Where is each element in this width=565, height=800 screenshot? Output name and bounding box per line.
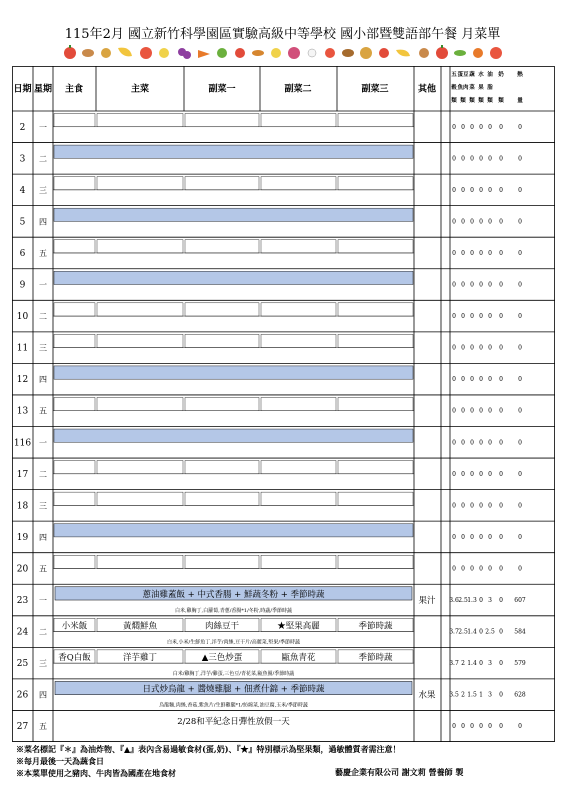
nutrition-value: 0 xyxy=(461,218,465,226)
dish-box xyxy=(185,334,259,347)
dish-box xyxy=(54,177,95,190)
row-date: 17 xyxy=(16,469,29,480)
nutrition-value: 0 xyxy=(452,281,456,289)
dish-box xyxy=(338,114,413,127)
nutrition-value: 1 xyxy=(479,691,483,699)
holiday-note: 2/28和平紀念日彈性放假一天 xyxy=(177,717,290,728)
food-decoration xyxy=(60,42,510,62)
nutrition-value: 0 xyxy=(518,407,522,415)
row-weekday: 三 xyxy=(39,501,47,511)
dish-box xyxy=(97,397,183,410)
row-date: 3 xyxy=(19,154,26,165)
holiday-band xyxy=(54,524,413,537)
dish-box xyxy=(97,240,183,253)
dish-box xyxy=(97,334,183,347)
header-nutrition-3-2: 類 xyxy=(478,98,484,104)
header-nutrition-6-1: 量 xyxy=(517,98,523,104)
nutrition-value: 0 xyxy=(452,439,456,447)
dish-box xyxy=(261,240,336,253)
nutrition-value: 0 xyxy=(461,533,465,541)
nutrition-value: 2.5 xyxy=(458,597,468,605)
row-weekday: 三 xyxy=(39,659,47,669)
dish-box xyxy=(97,555,183,568)
other-item: 水果 xyxy=(418,690,436,701)
nutrition-value: 0 xyxy=(488,723,492,731)
row-date: 6 xyxy=(19,248,26,259)
dish-box xyxy=(97,303,183,316)
nutrition-value: 0 xyxy=(499,313,503,321)
nutrition-value: 0 xyxy=(461,281,465,289)
header-nutrition-2-0: 蔬 xyxy=(469,72,475,78)
dish-box xyxy=(338,303,413,316)
header-side2: 副菜二 xyxy=(284,84,312,95)
nutrition-value: 0 xyxy=(488,186,492,194)
row-date: 5 xyxy=(19,217,26,228)
nutrition-value: 0 xyxy=(479,470,483,478)
row-weekday: 五 xyxy=(39,248,47,258)
nutrition-value: 579 xyxy=(514,660,526,668)
dish-name: ▲三色炒蛋 xyxy=(201,653,243,664)
nutrition-value: 0 xyxy=(488,565,492,573)
nutrition-value: 0 xyxy=(461,470,465,478)
nutrition-value: 0 xyxy=(488,281,492,289)
nutrition-value: 0 xyxy=(488,155,492,163)
nutrition-value: 0 xyxy=(479,407,483,415)
nutrition-value: 0 xyxy=(518,155,522,163)
nutrition-value: 1.3 xyxy=(467,597,477,605)
header-nutrition-5-1: 類 xyxy=(498,98,504,104)
nutrition-value: 0 xyxy=(470,723,474,731)
row-weekday: 一 xyxy=(39,280,47,290)
ingredient-list: 白米/雞胸丁,洋芋/雞蛋,三色豆/青花菜,甌魚圈/季節時蔬 xyxy=(172,670,295,677)
dish-box xyxy=(97,492,183,505)
nutrition-value: 0 xyxy=(499,597,503,605)
nutrition-value: 3.7 xyxy=(449,660,459,668)
nutrition-value: 0 xyxy=(479,281,483,289)
dish-name: 季節時蔬 xyxy=(358,653,393,664)
header-nutrition-4-1: 脂 xyxy=(487,85,493,91)
nutrition-value: 0 xyxy=(518,281,522,289)
row-weekday: 四 xyxy=(39,532,47,542)
other-item: 果汁 xyxy=(418,596,436,607)
row-date: 23 xyxy=(16,596,29,607)
nutrition-value: 0 xyxy=(479,313,483,321)
row-date: 13 xyxy=(16,406,29,417)
nutrition-value: 0 xyxy=(518,313,522,321)
row-date: 26 xyxy=(16,690,29,701)
dish-box xyxy=(185,114,259,127)
row-date: 9 xyxy=(19,280,26,291)
header-nutrition-3-0: 水 xyxy=(478,72,484,78)
dish-box xyxy=(185,555,259,568)
ingredient-list: 烏龍麵,肉絲,香菇,紫魚片/生鮮雞腿*1/紡綿菜,油豆腐,玉米/季節時蔬 xyxy=(159,702,308,709)
header-date: 日期 xyxy=(13,84,32,95)
dish-name: 洋芋雞丁 xyxy=(122,653,158,664)
nutrition-value: 0 xyxy=(479,218,483,226)
nutrition-value: 0 xyxy=(452,123,456,131)
dish-box xyxy=(338,555,413,568)
nutrition-value: 0 xyxy=(461,123,465,131)
dish-name: 肉絲豆干 xyxy=(204,621,240,632)
nutrition-value: 0 xyxy=(488,533,492,541)
dish-name: 小米飯 xyxy=(61,621,88,632)
nutrition-value: 3 xyxy=(488,691,492,699)
header-main: 主菜 xyxy=(130,84,150,95)
nutrition-value: 1.4 xyxy=(467,660,477,668)
nutrition-value: 0 xyxy=(488,376,492,384)
nutrition-value: 0 xyxy=(470,439,474,447)
nutrition-value: 0 xyxy=(461,313,465,321)
nutrition-value: 0 xyxy=(499,533,503,541)
holiday-band xyxy=(54,208,413,221)
nutrition-value: 0 xyxy=(488,218,492,226)
dish-box xyxy=(54,555,95,568)
nutrition-value: 584 xyxy=(514,628,526,636)
nutrition-value: 0 xyxy=(479,123,483,131)
nutrition-value: 0 xyxy=(499,186,503,194)
nutrition-value: 0 xyxy=(518,376,522,384)
row-date: 10 xyxy=(16,312,29,323)
notes xyxy=(16,743,546,779)
nutrition-value: 0 xyxy=(488,313,492,321)
nutrition-value: 0 xyxy=(499,628,503,636)
nutrition-value: 0 xyxy=(461,565,465,573)
nutrition-value: 0 xyxy=(470,123,474,131)
nutrition-value: 0 xyxy=(479,155,483,163)
nutrition-value: 0 xyxy=(479,249,483,257)
nutrition-value: 0 xyxy=(452,723,456,731)
nutrition-value: 0 xyxy=(479,660,483,668)
nutrition-value: 0 xyxy=(488,502,492,510)
dish-box xyxy=(261,177,336,190)
dish-name: 黃燜鮮魚 xyxy=(122,621,158,632)
nutrition-value: 0 xyxy=(470,281,474,289)
nutrition-value: 0 xyxy=(488,439,492,447)
row-weekday: 一 xyxy=(39,596,47,606)
nutrition-value: 0 xyxy=(452,313,456,321)
dish-name: 甌魚青花 xyxy=(281,653,316,664)
nutrition-value: 0 xyxy=(499,155,503,163)
dish-box xyxy=(338,492,413,505)
row-weekday: 五 xyxy=(39,722,47,732)
nutrition-value: 0 xyxy=(452,344,456,352)
dish-box xyxy=(54,334,95,347)
row-date: 18 xyxy=(16,501,29,512)
nutrition-value: 0 xyxy=(479,186,483,194)
nutrition-value: 0 xyxy=(479,628,483,636)
nutrition-value: 0 xyxy=(499,123,503,131)
nutrition-value: 0 xyxy=(518,249,522,257)
nutrition-value: 0 xyxy=(499,407,503,415)
nutrition-value: 0 xyxy=(518,565,522,573)
nutrition-value: 0 xyxy=(518,723,522,731)
nutrition-value: 0 xyxy=(518,533,522,541)
nutrition-value: 0 xyxy=(452,533,456,541)
nutrition-value: 0 xyxy=(461,502,465,510)
dish-box xyxy=(338,177,413,190)
holiday-band xyxy=(54,145,413,158)
nutrition-value: 0 xyxy=(499,344,503,352)
header-nutrition-6-0: 熱 xyxy=(517,72,523,78)
header-nutrition-3-1: 果 xyxy=(478,85,484,91)
nutrition-value: 0 xyxy=(470,249,474,257)
nutrition-value: 2.5 xyxy=(458,628,468,636)
ingredient-list: 白米,小米/生鮮魚丁,洋芋/肉絲,豆干片/高麗菜,堅果/季節時蔬 xyxy=(166,639,301,646)
header-weekday: 星期 xyxy=(33,84,53,95)
dish-box xyxy=(185,397,259,410)
nutrition-value: 0 xyxy=(488,344,492,352)
dish-box xyxy=(185,177,259,190)
nutrition-value: 0 xyxy=(461,407,465,415)
nutrition-value: 3.7 xyxy=(449,628,459,636)
row-weekday: 四 xyxy=(39,690,47,700)
nutrition-value: 0 xyxy=(479,376,483,384)
nutrition-value: 0 xyxy=(499,691,503,699)
fruit-icon-row xyxy=(64,45,502,59)
nutrition-value: 0 xyxy=(461,249,465,257)
dish-box xyxy=(338,397,413,410)
dish-box xyxy=(261,555,336,568)
ingredient-list: 白米,雞胸丁,白蘿蔔,青蔥/香腸*1/冬粉,時蔬/季節時蔬 xyxy=(174,607,293,614)
nutrition-value: 0 xyxy=(470,407,474,415)
dish-name: 季節時蔬 xyxy=(358,621,393,632)
dish-box xyxy=(185,303,259,316)
header-side1: 副菜一 xyxy=(208,84,236,95)
nutrition-value: 0 xyxy=(499,470,503,478)
row-weekday: 三 xyxy=(39,185,47,195)
nutrition-value: 0 xyxy=(499,249,503,257)
dish-box xyxy=(97,461,183,474)
nutrition-value: 0 xyxy=(452,218,456,226)
dish-box xyxy=(261,461,336,474)
row-date: 116 xyxy=(13,438,32,449)
dish-box xyxy=(261,397,336,410)
row-weekday: 二 xyxy=(39,627,47,637)
nutrition-value: 0 xyxy=(479,344,483,352)
row-weekday: 三 xyxy=(39,343,47,353)
nutrition-value: 0 xyxy=(470,376,474,384)
row-weekday: 四 xyxy=(39,375,47,385)
nutrition-value: 628 xyxy=(514,691,526,699)
nutrition-value: 1.5 xyxy=(467,691,477,699)
dish-box xyxy=(54,240,95,253)
nutrition-value: 0 xyxy=(452,407,456,415)
nutrition-value: 0 xyxy=(518,186,522,194)
header-nutrition-0-1: 穀 xyxy=(451,85,457,91)
row-weekday: 五 xyxy=(39,564,47,574)
nutrition-value: 0 xyxy=(499,502,503,510)
nutrition-value: 0 xyxy=(470,218,474,226)
nutrition-value: 0 xyxy=(479,597,483,605)
row-date: 11 xyxy=(16,343,29,354)
dish-name-nut: ★堅果高麗 xyxy=(277,621,320,632)
row-weekday: 二 xyxy=(39,154,47,164)
header-nutrition-1-1: 魚肉 xyxy=(457,85,469,91)
row-weekday: 四 xyxy=(39,217,47,227)
nutrition-value: 0 xyxy=(499,723,503,731)
nutrition-value: 0 xyxy=(518,218,522,226)
row-date: 24 xyxy=(16,627,29,638)
nutrition-value: 0 xyxy=(452,155,456,163)
nutrition-value: 0 xyxy=(470,533,474,541)
row-weekday: 一 xyxy=(39,438,47,448)
row-date: 12 xyxy=(16,375,29,386)
dish-box xyxy=(54,492,95,505)
menu-title: 115年2月 國立新竹科學園區實驗高級中等學校 國小部暨雙語部午餐 月菜單 xyxy=(64,27,501,42)
header-nutrition-1-0: 蛋豆 xyxy=(457,72,469,78)
nutrition-value: 1.4 xyxy=(467,628,477,636)
dish-box xyxy=(185,240,259,253)
dish-box xyxy=(97,177,183,190)
nutrition-value: 0 xyxy=(452,470,456,478)
nutrition-value: 0 xyxy=(470,186,474,194)
nutrition-value: 3 xyxy=(488,597,492,605)
dish-box xyxy=(97,114,183,127)
dish-box xyxy=(54,397,95,410)
nutrition-value: 0 xyxy=(470,470,474,478)
nutrition-value: 0 xyxy=(452,376,456,384)
dish-box xyxy=(54,114,95,127)
nutrition-value: 0 xyxy=(470,502,474,510)
dish-box xyxy=(54,303,95,316)
nutrition-value: 0 xyxy=(518,344,522,352)
header-nutrition-1-2: 類 xyxy=(460,98,466,104)
nutrition-value: 0 xyxy=(499,376,503,384)
nutrition-value: 0 xyxy=(461,344,465,352)
nutrition-value: 0 xyxy=(470,155,474,163)
nutrition-value: 0 xyxy=(461,723,465,731)
header-nutrition-0-2: 類 xyxy=(451,98,457,104)
signature: 藝慶企業有限公司 謝文莉 營養師 製 xyxy=(335,767,464,777)
note-local-meat: ※本菜單使用之豬肉、牛肉皆為國產在地食材 xyxy=(16,768,176,778)
nutrition-value: 2 xyxy=(461,660,465,668)
nutrition-value: 0 xyxy=(479,502,483,510)
dish-box xyxy=(338,334,413,347)
dish-box xyxy=(185,461,259,474)
nutrition-value: 0 xyxy=(499,281,503,289)
row-date: 27 xyxy=(16,722,29,733)
nutrition-value: 0 xyxy=(461,155,465,163)
nutrition-value: 0 xyxy=(461,376,465,384)
row-date: 2 xyxy=(19,122,26,133)
dish-box xyxy=(338,240,413,253)
nutrition-value: 0 xyxy=(488,407,492,415)
row-weekday: 二 xyxy=(39,312,47,322)
row-date: 20 xyxy=(16,564,29,575)
row-date: 25 xyxy=(16,659,29,670)
nutrition-value: 0 xyxy=(499,218,503,226)
dish-box xyxy=(54,461,95,474)
nutrition-value: 0 xyxy=(488,123,492,131)
header-nutrition-5-0: 奶 xyxy=(498,72,504,78)
nutrition-value: 3.6 xyxy=(449,597,459,605)
nutrition-value: 2 xyxy=(461,691,465,699)
nutrition-value: 0 xyxy=(479,439,483,447)
header-nutrition-4-0: 油 xyxy=(487,72,493,78)
holiday-band xyxy=(54,271,413,284)
note-allergen: ※菜名標記『＊』為油炸物、『▲』表內含易過敏食材(蛋,奶)、『★』特別標示為堅果類，過敏體質者需注意！ xyxy=(16,744,401,754)
nutrition-value: 0 xyxy=(461,439,465,447)
dish-box xyxy=(261,492,336,505)
nutrition-value: 0 xyxy=(479,723,483,731)
header-nutrition-0-0: 五 xyxy=(451,72,457,78)
header-staple: 主食 xyxy=(64,84,84,95)
nutrition-value: 0 xyxy=(470,344,474,352)
nutrition-value: 3.5 xyxy=(449,691,459,699)
nutrition-value: 0 xyxy=(452,502,456,510)
nutrition-value: 0 xyxy=(461,186,465,194)
merged-dishes: 日式炒烏龍 + 醬燒雞腿 + 佃煮什錦 + 季節時蔬 xyxy=(142,684,325,695)
dish-box xyxy=(338,461,413,474)
nutrition-value: 0 xyxy=(452,565,456,573)
nutrition-value: 0 xyxy=(479,565,483,573)
row-date: 4 xyxy=(19,185,26,196)
nutrition-value: 607 xyxy=(514,597,526,605)
header-nutrition-2-1: 菜 xyxy=(469,85,475,91)
dish-name: 香Q白飯 xyxy=(58,653,91,664)
nutrition-value: 2.5 xyxy=(485,628,495,636)
nutrition-value: 0 xyxy=(499,439,503,447)
nutrition-value: 0 xyxy=(518,439,522,447)
holiday-band xyxy=(54,429,413,442)
holiday-band xyxy=(54,366,413,379)
note-vegetarian-day: ※每月最後一天為蔬食日 xyxy=(16,756,104,766)
nutrition-value: 0 xyxy=(518,123,522,131)
nutrition-value: 0 xyxy=(499,660,503,668)
header-nutrition-4-2: 類 xyxy=(487,98,493,104)
nutrition-value: 0 xyxy=(470,313,474,321)
dish-box xyxy=(261,303,336,316)
nutrition-value: 0 xyxy=(452,249,456,257)
menu-table xyxy=(12,66,555,742)
row-date: 19 xyxy=(16,532,29,543)
dish-box xyxy=(185,492,259,505)
nutrition-value: 0 xyxy=(499,565,503,573)
nutrition-value: 0 xyxy=(518,470,522,478)
row-weekday: 二 xyxy=(39,469,47,479)
row-weekday: 一 xyxy=(39,122,47,132)
nutrition-value: 0 xyxy=(488,470,492,478)
row-weekday: 五 xyxy=(39,406,47,416)
dish-box xyxy=(261,334,336,347)
merged-dishes: 蔥油雞蓋飯 + 中式香腸 + 鮮蔬冬粉 + 季節時蔬 xyxy=(142,590,325,601)
header-nutrition-2-2: 類 xyxy=(469,98,475,104)
nutrition-value: 0 xyxy=(518,502,522,510)
nutrition-value: 0 xyxy=(479,533,483,541)
nutrition-value: 0 xyxy=(488,249,492,257)
nutrition-value: 3 xyxy=(488,660,492,668)
dish-box xyxy=(261,114,336,127)
header-other: 其他 xyxy=(417,84,437,95)
nutrition-value: 0 xyxy=(452,186,456,194)
header-side3: 副菜三 xyxy=(361,84,389,95)
nutrition-value: 0 xyxy=(470,565,474,573)
